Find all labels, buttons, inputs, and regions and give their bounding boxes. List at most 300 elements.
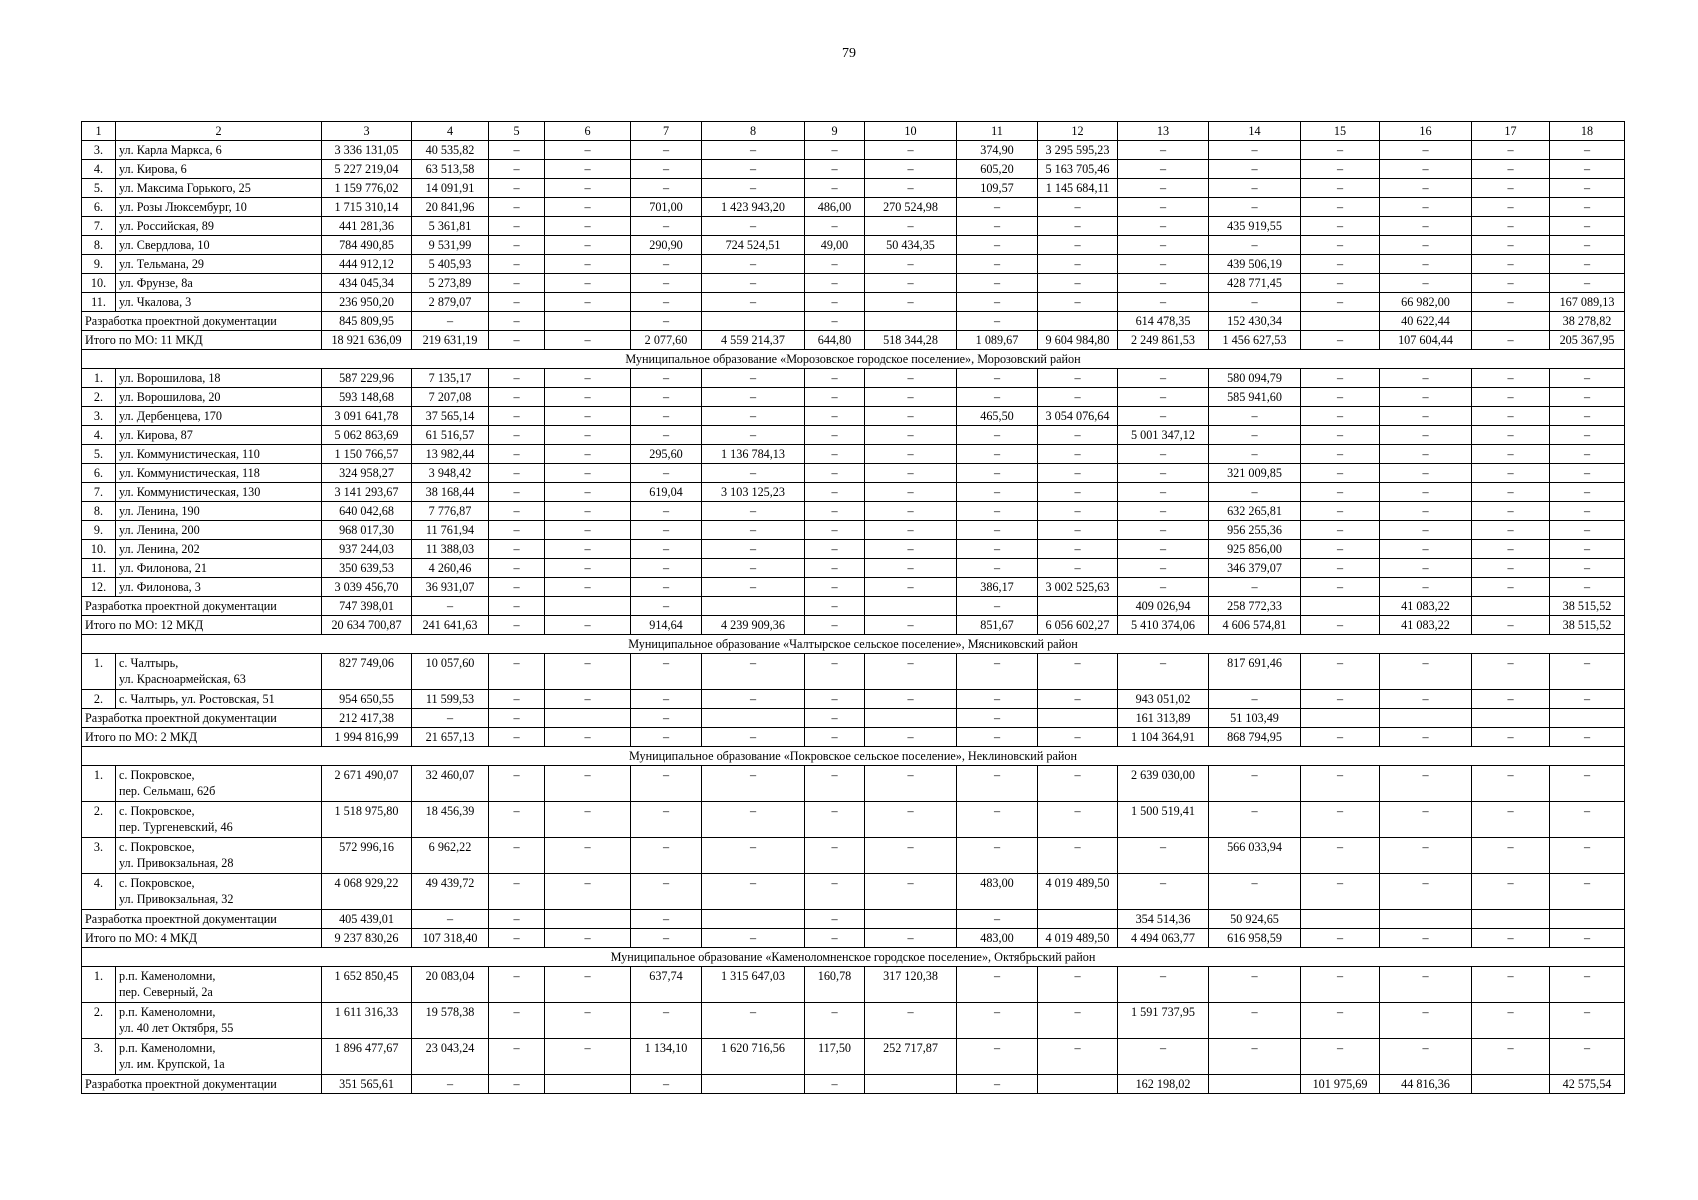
summary-cell: – (412, 597, 489, 616)
value-cell: – (702, 217, 805, 236)
summary-cell: 5 410 374,06 (1118, 616, 1209, 635)
header-cell: 9 (805, 122, 865, 141)
value-cell: – (1301, 198, 1380, 217)
summary-cell: 241 641,63 (412, 616, 489, 635)
value-cell: – (1380, 198, 1472, 217)
summary-cell: 44 816,36 (1380, 1075, 1472, 1094)
value-cell: – (1209, 141, 1301, 160)
value-cell: – (1472, 217, 1550, 236)
value-cell: – (805, 464, 865, 483)
summary-cell: 1 456 627,53 (1209, 331, 1301, 350)
value-cell: – (545, 160, 631, 179)
row-index: 12. (82, 578, 116, 597)
summary-cell (1472, 1075, 1550, 1094)
value-cell: – (489, 293, 545, 312)
value-cell: – (1380, 502, 1472, 521)
value-cell: 1 423 943,20 (702, 198, 805, 217)
value-cell: – (1038, 369, 1118, 388)
table-row (82, 198, 1625, 217)
address-cell: ул. Максима Горького, 25 (116, 179, 322, 198)
summary-cell: 405 439,01 (322, 910, 412, 929)
value-cell: – (1118, 578, 1209, 597)
value-cell: – (865, 521, 957, 540)
value-cell: – (805, 690, 865, 709)
header-cell: 15 (1301, 122, 1380, 141)
value-cell: 925 856,00 (1209, 540, 1301, 559)
address-cell: с. Покровское, пер. Сельмаш, 62б (116, 766, 322, 802)
value-cell: – (1380, 838, 1472, 874)
summary-cell: – (865, 616, 957, 635)
address-cell: р.п. Каменоломни, пер. Северный, 2а (116, 967, 322, 1003)
value-cell: – (489, 766, 545, 802)
value-cell: 7 776,87 (412, 502, 489, 521)
value-cell: – (1380, 483, 1472, 502)
value-cell: – (1038, 236, 1118, 255)
summary-cell: 6 056 602,27 (1038, 616, 1118, 635)
value-cell: – (545, 274, 631, 293)
value-cell: – (805, 483, 865, 502)
summary-cell (702, 597, 805, 616)
value-cell: 572 996,16 (322, 838, 412, 874)
value-cell: – (1209, 1039, 1301, 1075)
summary-cell: – (545, 616, 631, 635)
summary-cell (1472, 597, 1550, 616)
value-cell: – (1472, 141, 1550, 160)
value-cell: 9 531,99 (412, 236, 489, 255)
value-cell: – (702, 255, 805, 274)
summary-cell: – (412, 910, 489, 929)
value-cell: 465,50 (957, 407, 1038, 426)
value-cell: – (702, 426, 805, 445)
row-index: 6. (82, 464, 116, 483)
value-cell: 167 089,13 (1550, 293, 1625, 312)
value-cell: 5 405,93 (412, 255, 489, 274)
value-cell: – (1118, 369, 1209, 388)
summary-cell: 152 430,34 (1209, 312, 1301, 331)
value-cell: – (545, 179, 631, 198)
value-cell: – (1209, 407, 1301, 426)
value-cell: 160,78 (805, 967, 865, 1003)
value-cell: 37 565,14 (412, 407, 489, 426)
row-index: 1. (82, 766, 116, 802)
value-cell: – (865, 464, 957, 483)
summary-cell (1038, 910, 1118, 929)
value-cell: – (1038, 540, 1118, 559)
value-cell: – (545, 483, 631, 502)
value-cell: – (702, 179, 805, 198)
value-cell: – (631, 426, 702, 445)
value-cell: – (1038, 1039, 1118, 1075)
value-cell: 3 336 131,05 (322, 141, 412, 160)
value-cell: – (631, 802, 702, 838)
value-cell: – (631, 521, 702, 540)
value-cell: – (545, 236, 631, 255)
value-cell: – (1472, 483, 1550, 502)
summary-cell: – (489, 728, 545, 747)
value-cell: – (489, 274, 545, 293)
value-cell: – (1038, 483, 1118, 502)
value-cell: – (1301, 255, 1380, 274)
summary-cell: – (1380, 728, 1472, 747)
value-cell: – (702, 521, 805, 540)
value-cell: – (957, 967, 1038, 1003)
value-cell: – (631, 766, 702, 802)
value-cell: 19 578,38 (412, 1003, 489, 1039)
summary-cell: – (1472, 929, 1550, 948)
value-cell: – (631, 179, 702, 198)
value-cell: 3 091 641,78 (322, 407, 412, 426)
value-cell: 7 135,17 (412, 369, 489, 388)
header-cell: 12 (1038, 122, 1118, 141)
table-row (82, 217, 1625, 236)
address-cell: ул. Фрунзе, 8а (116, 274, 322, 293)
value-cell: – (1380, 407, 1472, 426)
row-index: 4. (82, 426, 116, 445)
value-cell: 50 434,35 (865, 236, 957, 255)
value-cell: – (1209, 198, 1301, 217)
table-row (82, 236, 1625, 255)
value-cell: – (489, 502, 545, 521)
value-cell: – (1301, 388, 1380, 407)
value-cell: – (702, 502, 805, 521)
value-cell: – (805, 540, 865, 559)
value-cell: – (545, 293, 631, 312)
table-row (82, 654, 1625, 690)
summary-cell: 4 559 214,37 (702, 331, 805, 350)
value-cell: – (805, 802, 865, 838)
value-cell: – (702, 1003, 805, 1039)
value-cell: – (489, 1003, 545, 1039)
value-cell: – (489, 521, 545, 540)
value-cell: – (1301, 838, 1380, 874)
address-cell: ул. Коммунистическая, 130 (116, 483, 322, 502)
summary-label: Итого по МО: 11 МКД (82, 331, 322, 350)
value-cell: – (545, 1039, 631, 1075)
value-cell: – (631, 502, 702, 521)
summary-cell: – (957, 312, 1038, 331)
value-cell: – (631, 141, 702, 160)
section-heading-row (82, 635, 1625, 654)
value-cell: 434 045,34 (322, 274, 412, 293)
value-cell: – (1118, 838, 1209, 874)
value-cell: 374,90 (957, 141, 1038, 160)
value-cell: – (865, 388, 957, 407)
address-cell: ул. Кирова, 6 (116, 160, 322, 179)
value-cell: 428 771,45 (1209, 274, 1301, 293)
value-cell: – (545, 874, 631, 910)
value-cell: – (1380, 578, 1472, 597)
table-row (82, 838, 1625, 874)
summary-cell: 51 103,49 (1209, 709, 1301, 728)
address-cell: ул. Кирова, 87 (116, 426, 322, 445)
summary-cell: – (631, 910, 702, 929)
value-cell: – (1472, 578, 1550, 597)
table-row (82, 388, 1625, 407)
row-index: 2. (82, 388, 116, 407)
value-cell: – (631, 388, 702, 407)
summary-cell: – (631, 1075, 702, 1094)
row-index: 8. (82, 236, 116, 255)
value-cell: 784 490,85 (322, 236, 412, 255)
value-cell: – (545, 578, 631, 597)
value-cell: – (865, 690, 957, 709)
value-cell: – (1209, 578, 1301, 597)
summary-cell: – (1301, 616, 1380, 635)
row-index: 5. (82, 445, 116, 464)
value-cell: – (1380, 690, 1472, 709)
summary-label: Разработка проектной документации (82, 910, 322, 929)
value-cell: – (702, 838, 805, 874)
table-row (82, 521, 1625, 540)
table-row (82, 160, 1625, 179)
value-cell: – (489, 179, 545, 198)
value-cell: – (1550, 141, 1625, 160)
value-cell: – (957, 502, 1038, 521)
value-cell: 18 456,39 (412, 802, 489, 838)
value-cell: 483,00 (957, 874, 1038, 910)
row-index: 1. (82, 369, 116, 388)
value-cell: – (865, 255, 957, 274)
header-cell: 3 (322, 122, 412, 141)
value-cell: – (631, 654, 702, 690)
summary-cell: – (957, 910, 1038, 929)
summary-cell (1550, 910, 1625, 929)
value-cell: – (1301, 654, 1380, 690)
value-cell: – (1038, 445, 1118, 464)
address-cell: ул. Тельмана, 29 (116, 255, 322, 274)
summary-cell: – (489, 616, 545, 635)
summary-row (82, 1075, 1625, 1094)
value-cell: – (1550, 388, 1625, 407)
value-cell: 32 460,07 (412, 766, 489, 802)
value-cell: 321 009,85 (1209, 464, 1301, 483)
row-index: 7. (82, 483, 116, 502)
value-cell: – (1118, 160, 1209, 179)
value-cell: – (1472, 1003, 1550, 1039)
summary-cell: – (1301, 929, 1380, 948)
value-cell: 10 057,60 (412, 654, 489, 690)
table-row (82, 502, 1625, 521)
value-cell: – (1380, 540, 1472, 559)
value-cell: 117,50 (805, 1039, 865, 1075)
value-cell: – (1038, 802, 1118, 838)
address-cell: ул. Чкалова, 3 (116, 293, 322, 312)
summary-label: Разработка проектной документации (82, 709, 322, 728)
summary-cell (1472, 709, 1550, 728)
summary-cell: – (702, 929, 805, 948)
value-cell: – (545, 1003, 631, 1039)
row-index: 3. (82, 838, 116, 874)
summary-cell (865, 597, 957, 616)
value-cell: – (957, 369, 1038, 388)
value-cell: – (1550, 1039, 1625, 1075)
value-cell: – (1118, 464, 1209, 483)
value-cell: – (702, 874, 805, 910)
value-cell: – (805, 255, 865, 274)
value-cell: – (1118, 483, 1209, 502)
summary-cell (865, 910, 957, 929)
value-cell: – (702, 654, 805, 690)
summary-cell: – (412, 312, 489, 331)
value-cell: – (957, 445, 1038, 464)
value-cell: – (805, 502, 865, 521)
summary-cell (1380, 709, 1472, 728)
header-cell: 5 (489, 122, 545, 141)
value-cell: 637,74 (631, 967, 702, 1003)
value-cell: – (1550, 838, 1625, 874)
value-cell: 49 439,72 (412, 874, 489, 910)
table-row (82, 464, 1625, 483)
summary-cell: 21 657,13 (412, 728, 489, 747)
row-index: 9. (82, 521, 116, 540)
value-cell: – (545, 445, 631, 464)
value-cell: – (489, 236, 545, 255)
summary-cell: 1 104 364,91 (1118, 728, 1209, 747)
summary-cell (865, 1075, 957, 1094)
summary-cell: 258 772,33 (1209, 597, 1301, 616)
value-cell: – (1118, 521, 1209, 540)
value-cell: 13 982,44 (412, 445, 489, 464)
summary-cell: – (1550, 929, 1625, 948)
value-cell: 1 134,10 (631, 1039, 702, 1075)
value-cell: 20 841,96 (412, 198, 489, 217)
section-heading-row (82, 350, 1625, 369)
table-row (82, 1039, 1625, 1075)
value-cell: – (1550, 521, 1625, 540)
value-cell: – (1380, 179, 1472, 198)
summary-cell: – (805, 1075, 865, 1094)
row-index: 10. (82, 274, 116, 293)
value-cell: 5 001 347,12 (1118, 426, 1209, 445)
summary-cell (1209, 1075, 1301, 1094)
address-cell: р.п. Каменоломни, ул. 40 лет Октября, 55 (116, 1003, 322, 1039)
value-cell: – (489, 967, 545, 1003)
summary-cell: 409 026,94 (1118, 597, 1209, 616)
header-cell: 6 (545, 122, 631, 141)
value-cell: 3 948,42 (412, 464, 489, 483)
value-cell: – (957, 1039, 1038, 1075)
summary-cell: – (631, 929, 702, 948)
header-row (82, 122, 1625, 141)
value-cell: – (957, 217, 1038, 236)
value-cell: – (489, 802, 545, 838)
value-cell: – (631, 464, 702, 483)
value-cell: 317 120,38 (865, 967, 957, 1003)
table-row (82, 179, 1625, 198)
header-cell: 2 (116, 122, 322, 141)
value-cell: – (702, 690, 805, 709)
value-cell: – (1038, 217, 1118, 236)
table-row (82, 141, 1625, 160)
value-cell: – (631, 293, 702, 312)
value-cell: – (702, 160, 805, 179)
value-cell: – (1301, 236, 1380, 255)
value-cell: 1 652 850,45 (322, 967, 412, 1003)
row-index: 3. (82, 1039, 116, 1075)
value-cell: – (1380, 369, 1472, 388)
value-cell: – (957, 766, 1038, 802)
value-cell: – (805, 388, 865, 407)
value-cell: – (865, 445, 957, 464)
value-cell: – (865, 540, 957, 559)
value-cell: 63 513,58 (412, 160, 489, 179)
address-cell: с. Покровское, ул. Привокзальная, 32 (116, 874, 322, 910)
summary-cell: – (489, 1075, 545, 1094)
value-cell: – (805, 407, 865, 426)
value-cell: – (1550, 198, 1625, 217)
value-cell: 7 207,08 (412, 388, 489, 407)
value-cell: – (957, 802, 1038, 838)
value-cell: 1 136 784,13 (702, 445, 805, 464)
value-cell: – (957, 1003, 1038, 1039)
value-cell: – (1472, 502, 1550, 521)
value-cell: 1 896 477,67 (322, 1039, 412, 1075)
value-cell: – (1472, 766, 1550, 802)
value-cell: – (805, 426, 865, 445)
value-cell: – (545, 967, 631, 1003)
value-cell: – (865, 369, 957, 388)
value-cell: – (545, 502, 631, 521)
value-cell: 632 265,81 (1209, 502, 1301, 521)
header-cell: 7 (631, 122, 702, 141)
value-cell: – (1038, 255, 1118, 274)
value-cell: – (631, 559, 702, 578)
value-cell: – (1550, 874, 1625, 910)
value-cell: – (805, 766, 865, 802)
value-cell: 61 516,57 (412, 426, 489, 445)
value-cell: – (489, 388, 545, 407)
value-cell: – (545, 521, 631, 540)
value-cell: 3 141 293,67 (322, 483, 412, 502)
address-cell: ул. Филонова, 3 (116, 578, 322, 597)
summary-cell: 20 634 700,87 (322, 616, 412, 635)
section-heading: Муниципальное образование «Морозовское городское поселение», Морозовский район (82, 350, 1625, 369)
value-cell: – (1472, 540, 1550, 559)
summary-cell (1380, 910, 1472, 929)
value-cell: – (1301, 766, 1380, 802)
summary-cell: 38 278,82 (1550, 312, 1625, 331)
value-cell: – (489, 369, 545, 388)
value-cell: – (805, 274, 865, 293)
header-cell: 16 (1380, 122, 1472, 141)
value-cell: – (957, 236, 1038, 255)
value-cell: 441 281,36 (322, 217, 412, 236)
value-cell: – (1301, 578, 1380, 597)
value-cell: – (865, 141, 957, 160)
value-cell: – (1301, 502, 1380, 521)
section-heading-row (82, 747, 1625, 766)
table-row (82, 407, 1625, 426)
summary-cell: – (1472, 331, 1550, 350)
row-index: 2. (82, 690, 116, 709)
value-cell: – (865, 426, 957, 445)
value-cell: – (1550, 690, 1625, 709)
summary-cell (1038, 597, 1118, 616)
value-cell: – (1472, 255, 1550, 274)
value-cell: – (957, 521, 1038, 540)
value-cell: – (957, 274, 1038, 293)
value-cell: – (489, 255, 545, 274)
value-cell: – (489, 198, 545, 217)
value-cell: – (1550, 654, 1625, 690)
address-cell: с. Чалтырь, ул. Ростовская, 51 (116, 690, 322, 709)
section-heading: Муниципальное образование «Чалтырское сельское поселение», Мясниковский район (82, 635, 1625, 654)
value-cell: – (545, 198, 631, 217)
value-cell: – (1209, 483, 1301, 502)
summary-row (82, 597, 1625, 616)
value-cell: 486,00 (805, 198, 865, 217)
value-cell: – (1301, 540, 1380, 559)
